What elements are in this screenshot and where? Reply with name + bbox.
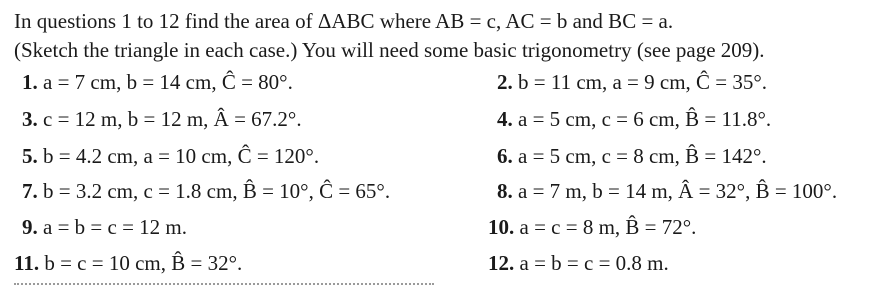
question-2	[497, 72, 767, 93]
question-number: 3.	[22, 107, 38, 131]
question-text: a = b = c = 0.8 m.	[519, 251, 669, 275]
question-1	[22, 72, 293, 93]
question-number: 5.	[22, 144, 38, 168]
question-number: 7.	[22, 179, 38, 203]
question-text: a = b = c = 12 m.	[43, 215, 188, 239]
question-4	[497, 109, 771, 130]
question-number: 1.	[22, 70, 38, 94]
question-12	[488, 253, 669, 274]
question-number: 2.	[497, 70, 513, 94]
question-5	[22, 146, 319, 167]
question-6	[497, 146, 767, 167]
question-number: 11.	[14, 251, 40, 275]
question-number: 4.	[497, 107, 513, 131]
question-number: 6.	[497, 144, 513, 168]
question-number: 8.	[497, 179, 513, 203]
question-11	[14, 253, 242, 274]
question-text: a = 7 m, b = 14 m, Â = 32°, B̂ = 100°.	[518, 179, 838, 203]
question-3	[22, 109, 302, 130]
question-8	[497, 181, 837, 202]
question-text: c = 12 m, b = 12 m, Â = 67.2°.	[43, 107, 302, 131]
question-text: b = 11 cm, a = 9 cm, Ĉ = 35°.	[518, 70, 768, 94]
question-text: b = 3.2 cm, c = 1.8 cm, B̂ = 10°, Ĉ = 65°.	[43, 179, 391, 203]
question-number: 12.	[488, 251, 515, 275]
question-number: 9.	[22, 215, 38, 239]
question-number: 10.	[488, 215, 515, 239]
question-10	[488, 217, 696, 238]
question-text: b = c = 10 cm, B̂ = 32°.	[44, 251, 243, 275]
question-text: a = 7 cm, b = 14 cm, Ĉ = 80°.	[43, 70, 293, 94]
instructions-line-1: In questions 1 to 12 find the area of ΔABC where AB = c, AC = b and BC = a.	[14, 9, 674, 33]
instructions-line-2: (Sketch the triangle in each case.) You will need some basic trigonometry (see page 209).	[14, 38, 765, 62]
question-text: a = c = 8 m, B̂ = 72°.	[519, 215, 697, 239]
question-7	[22, 181, 390, 202]
question-text: a = 5 cm, c = 8 cm, B̂ = 142°.	[518, 144, 767, 168]
question-text: b = 4.2 cm, a = 10 cm, Ĉ = 120°.	[43, 144, 320, 168]
cropped-next-line	[14, 280, 434, 286]
question-9	[22, 217, 187, 238]
question-text: a = 5 cm, c = 6 cm, B̂ = 11.8°.	[518, 107, 772, 131]
